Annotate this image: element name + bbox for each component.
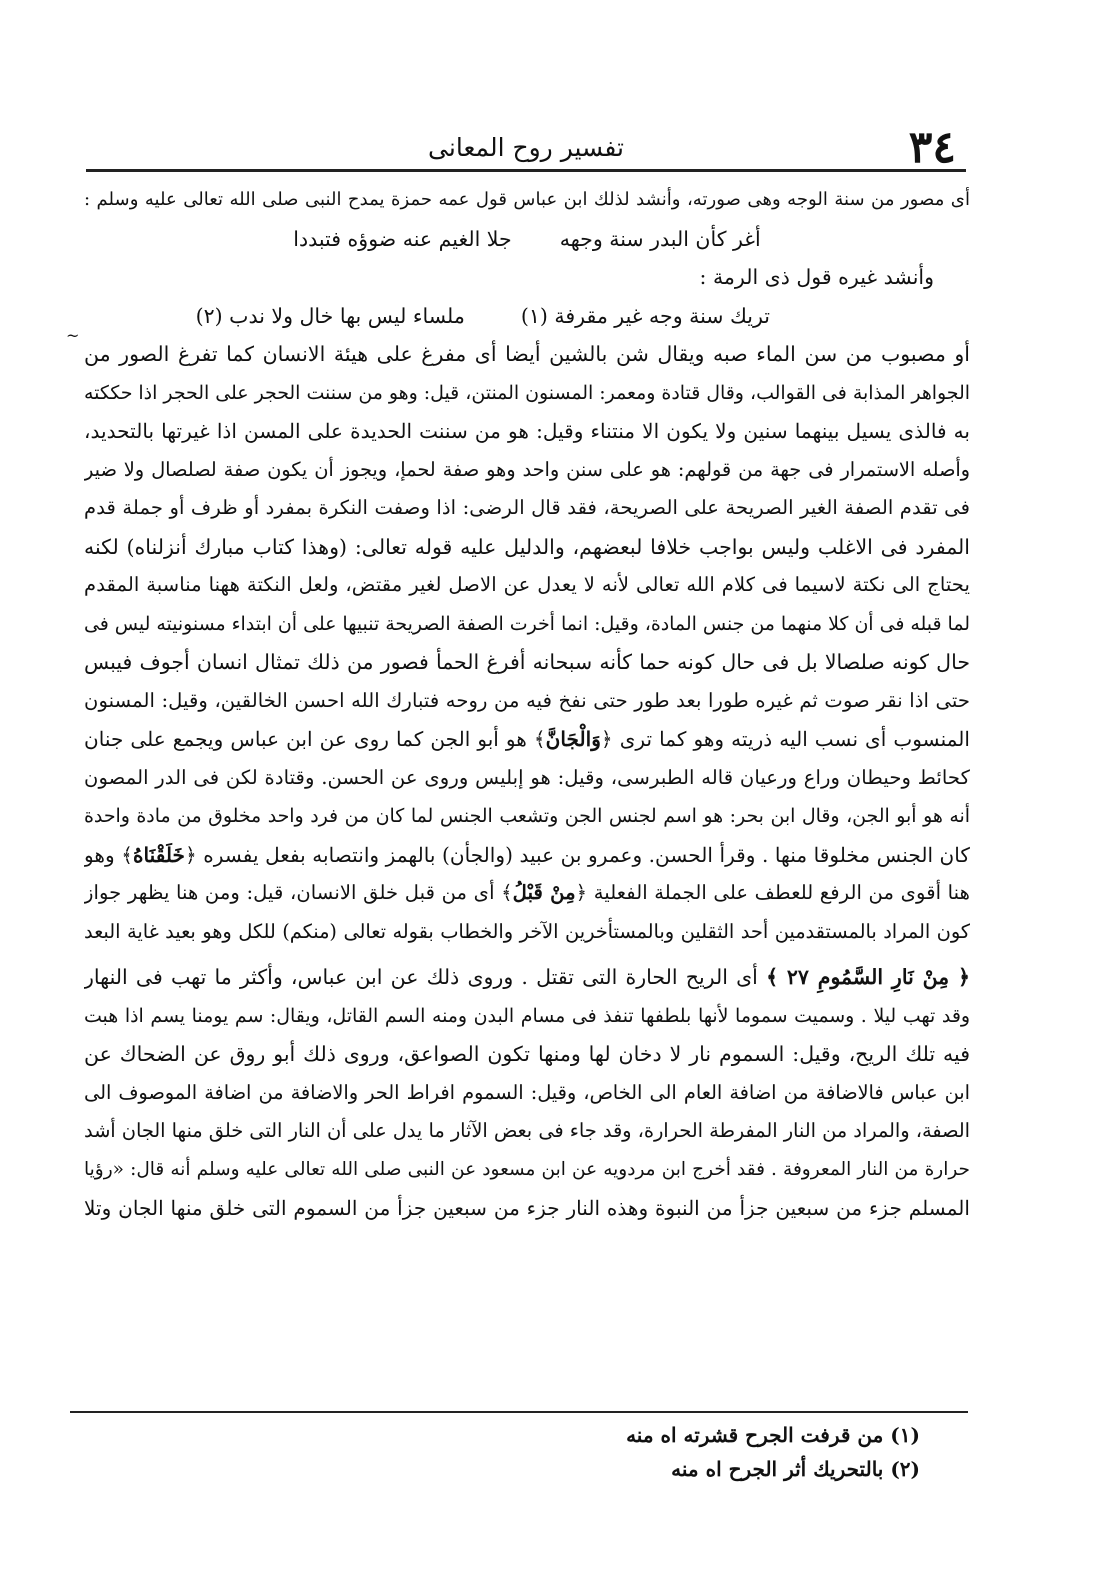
text-line: كحائط وحيطان وراع ورعيان قاله الطبرسى، وقيل: هو إبليس وروى عن الحسن. وقتادة لكن فى الدر المصون — [84, 765, 970, 789]
text-segment: ﴾ وهو — [84, 842, 133, 867]
verse-first-hemistich: أغر كأن البدر سنة وجهه — [559, 226, 761, 251]
quran-quote: وَالْجَانَّ — [545, 727, 601, 751]
verse-first-hemistich: تريك سنة وجه غير مقرفة (١) — [520, 303, 770, 328]
quran-quote: مِنْ قَبْلُ — [512, 881, 576, 904]
text-line: يحتاج الى نكتة لاسيما فى كلام الله تعالى لأنه لا يعدل عن الاصل لغير مقتض، ولعل النكتة ههنا مناسبة المقدم — [84, 573, 970, 596]
text-line — [84, 958, 970, 997]
text-line — [84, 836, 970, 875]
text-segment: ﴾ هو أبو الجن كما روى عن ابن عباس ويجمع على جنان — [84, 727, 546, 751]
footnote-rule — [70, 1411, 968, 1413]
poetry-verse — [84, 297, 970, 336]
text-line: الصفة، والمراد من النار المفرطة الحرارة، وقد جاء فى بعض الآثار ما يدل على أن النار التى خلق منها الجان أشد — [84, 1119, 970, 1142]
page-header — [86, 124, 966, 172]
text-line: فى تقدم الصفة الغير الصريحة على الصريحة، فقد قال الرضى: اذا وصفت النكرة بمفرد أو ظرف أو جملة قدم — [84, 496, 970, 519]
text-line: أو مصبوب من سن الماء صبه ويقال شن بالشين أيضا أى مفرغ على هيئة الانسان كما تفرغ الصور من — [84, 342, 970, 366]
text-line: فيه تلك الريح، وقيل: السموم نار لا دخان لها ومنها تكون الصواعق، وروى ذلك أبو روق عن الضحاك عن — [84, 1042, 970, 1066]
text-line: المفرد فى الاغلب وليس بواجب خلافا لبعضهم، والدليل عليه قوله تعالى: (وهذا كتاب مبارك أنزلناه) لكنه — [84, 534, 970, 559]
page-number: ٣٤ — [908, 122, 956, 173]
text-line: المسلم جزء من سبعين جزأ من النبوة وهذه النار جزء من سبعين جزأ من السموم التى خلق منها الجان وتلا — [84, 1196, 970, 1220]
text-segment: أى الريح الحارة التى تقتل . وروى ذلك عن ابن عباس، وأكثر ما تهب فى النهار — [84, 965, 758, 989]
text-line: وأصله الاستمرار فى جهة من قولهم: هو على سنن واحد وهو صفة لحمإ، ويجوز أن يكون صفة لصلصال ولا ضير — [84, 457, 970, 481]
text-line: وقد تهب ليلا . وسميت سموما لأنها بلطفها تنفذ فى مسام البدن ومنه السم القاتل، ويقال: سم يومنا يسم اذا هبت — [84, 1004, 970, 1027]
text-line: أنه هو أبو الجن، وقال ابن بحر: هو اسم لجنس الجن وتشعب الجنس لما كان من فرد واحد مخلوق من مادة واحدة — [84, 805, 970, 827]
text-line: ابن عباس فالاضافة من اضافة العام الى الخاص، وقيل: السموم افراط الحر والاضافة من اضافة الموصوف الى — [84, 1080, 970, 1104]
text-line: به فالذى يسيل بينهما سنين ولا يكون الا منتناء وقيل: هو من سننت الحديدة على المسن اذا غيرتها بالتحديد، — [84, 419, 970, 443]
text-segment: ﴾ أى من قبل خلق الانسان، قيل: ومن هنا يظهر جواز — [84, 881, 513, 904]
verse-second-hemistich: ملساء ليس بها خال ولا ندب (٢) — [195, 303, 465, 328]
text-line — [84, 874, 970, 913]
running-title: تفسير روح المعانى — [428, 133, 624, 162]
text-line: حتى اذا نقر صوت ثم غيره طورا بعد طور حتى نفخ فيه من روحه فتبارك الله احسن الخالقين، وقيل: المسنون — [84, 688, 970, 712]
text-line: حال كونه صلصالا بل فى حال كونه حما كأنه سبحانه أفرغ الحمأ فصور من ذلك تمثال انسان أجوف فيبس — [84, 650, 970, 674]
main-text — [84, 181, 970, 1228]
text-line — [84, 720, 970, 759]
text-segment: كان الجنس مخلوقا منها . وقرأ الحسن. وعمرو بن عبيد (والجأن) بالهمز وانتصابه بفعل يفسره ﴿ — [184, 842, 970, 867]
text-line: أى مصور من سنة الوجه وهى صورته، وأنشد لذلك ابن عباس قول عمه حمزة يمدح النبى صلى الله تعالى عليه وسلم : — [84, 189, 970, 210]
text-line: وأنشد غيره قول ذى الرمة : — [699, 265, 934, 289]
text-segment: هنا أقوى من الرفع للعطف على الجملة الفعلية ﴿ — [575, 881, 970, 904]
text-line: كون المراد بالمستقدمين أحد الثقلين وبالمستأخرين الآخر والخطاب بقوله تعالى (منكم) للكل وهو بعيد غاية البعد — [84, 919, 970, 943]
text-line: الجواهر المذابة فى القوالب، وقال قتادة ومعمر: المسنون المنتن، قيل: وهو من سننت الحجر على الحجر اذا حككته — [84, 381, 970, 404]
text-line: حرارة من النار المعروفة . فقد أخرج ابن مردويه عن ابن مسعود عن النبى صلى الله تعالى عليه وسلم أنه قال: «رؤيا — [84, 1158, 970, 1180]
verse-second-hemistich: جلا الغيم عنه ضوؤه فتبددا — [293, 226, 512, 251]
quran-verse-quote: ﴿ مِنْ نَارِ السَّمُومِ ٢٧ ﴾ — [766, 965, 970, 989]
poetry-verse — [84, 220, 970, 259]
footnotes — [400, 1418, 920, 1486]
footnote: (٢) بالتحريك أثر الجرح اه منه — [671, 1457, 920, 1481]
quran-quote: خَلَقْنَاهُ — [132, 842, 185, 867]
text-segment: المنسوب أى نسب اليه ذريته وهو كما ترى ﴿ — [600, 727, 970, 751]
header-rule — [86, 169, 966, 172]
paragraph-gap — [84, 951, 970, 958]
footnote: (١) من قرفت الجرح قشرته اه منه — [626, 1423, 920, 1447]
text-line: لما قبله فى أن كلا منهما من جنس المادة، وقيل: انما أخرت الصفة الصريحة تنبيها على أن ابتداء مسنونيته ليس فى — [84, 612, 970, 635]
margin-mark: ~ — [66, 326, 80, 345]
